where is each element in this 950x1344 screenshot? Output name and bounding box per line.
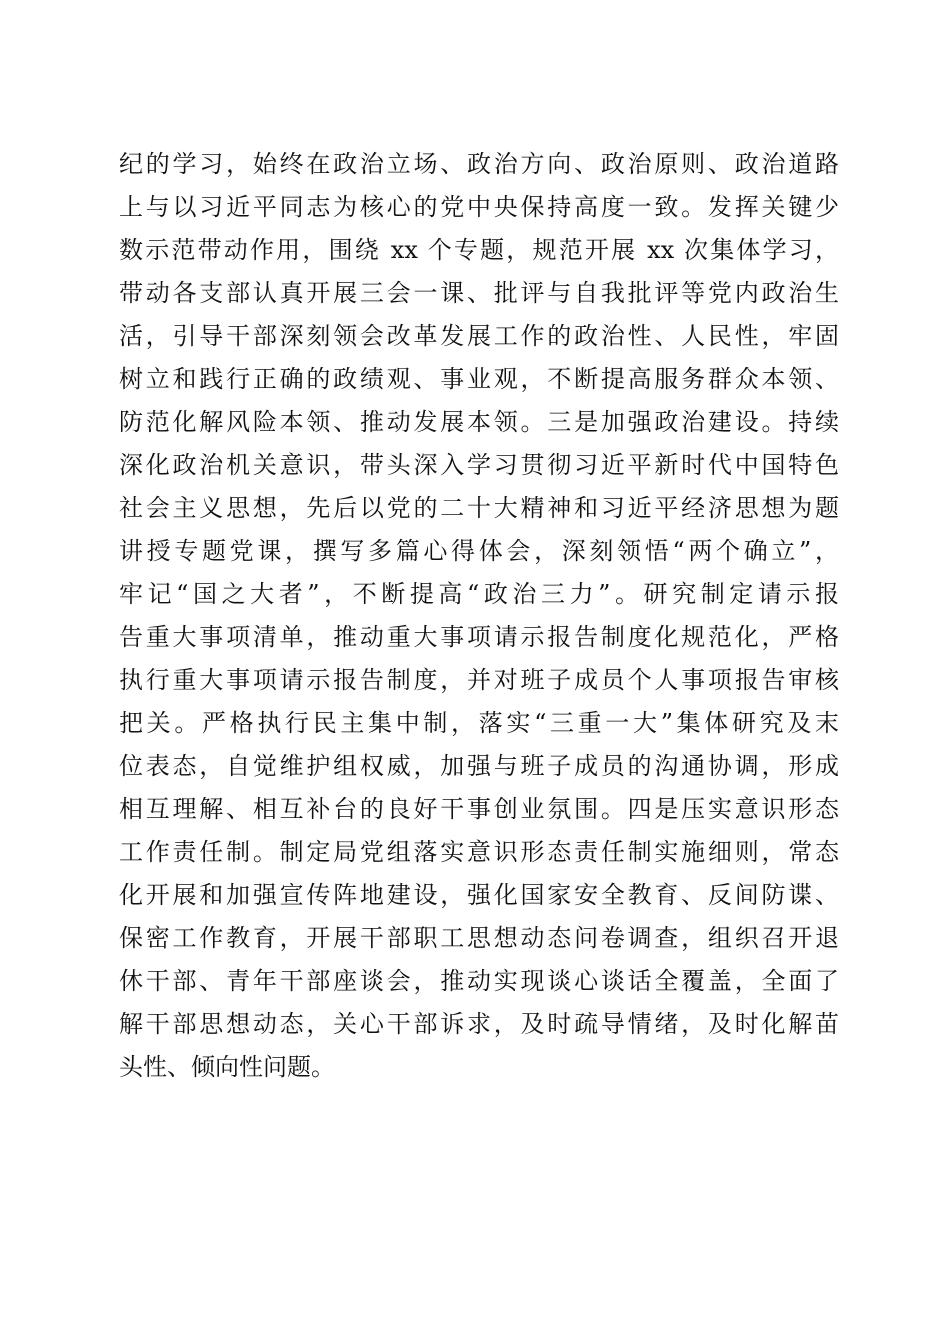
text-line: 相互理解、相互补台的良好干事创业氛围。四是压实意识形态 [119,795,839,823]
text-line: 工作责任制。制定局党组落实意识形态责任制实施细则，常态 [119,838,839,866]
body-paragraph [119,143,839,1089]
text-line: 讲授专题党课，撰写多篇心得体会，深刻领悟“两个确立”， [119,537,839,565]
text-line: 保密工作教育，开展干部职工思想动态问卷调查，组织召开退 [119,924,839,952]
text-line: 头性、倾向性问题。 [119,1053,335,1081]
text-line: 上与以习近平同志为核心的党中央保持高度一致。发挥关键少 [119,193,839,221]
text-line: 防范化解风险本领、推动发展本领。三是加强政治建设。持续 [119,408,839,436]
text-line: 纪的学习，始终在政治立场、政治方向、政治原则、政治道路 [119,150,839,178]
text-line: 数示范带动作用，围绕 xx 个专题，规范开展 xx 次集体学习， [119,236,839,264]
text-line: 位表态，自觉维护组权威，加强与班子成员的沟通协调，形成 [119,752,839,780]
text-line: 社会主义思想，先后以党的二十大精神和习近平经济思想为题 [119,494,839,522]
text-line: 牢记“国之大者”，不断提高“政治三力”。研究制定请示报 [119,580,839,608]
text-line: 解干部思想动态，关心干部诉求，及时疏导情绪，及时化解苗 [119,1010,839,1038]
text-line: 树立和践行正确的政绩观、事业观，不断提高服务群众本领、 [119,365,839,393]
text-line: 深化政治机关意识，带头深入学习贯彻习近平新时代中国特色 [119,451,839,479]
text-line: 化开展和加强宣传阵地建设，强化国家安全教育、反间防谍、 [119,881,839,909]
text-line: 活，引导干部深刻领会改革发展工作的政治性、人民性，牢固 [119,322,839,350]
text-line: 带动各支部认真开展三会一课、批评与自我批评等党内政治生 [119,279,839,307]
text-line: 把关。严格执行民主集中制，落实“三重一大”集体研究及末 [119,709,839,737]
text-line: 执行重大事项请示报告制度，并对班子成员个人事项报告审核 [119,666,839,694]
text-line: 告重大事项清单，推动重大事项请示报告制度化规范化，严格 [119,623,839,651]
text-line: 休干部、青年干部座谈会，推动实现谈心谈话全覆盖，全面了 [119,967,839,995]
